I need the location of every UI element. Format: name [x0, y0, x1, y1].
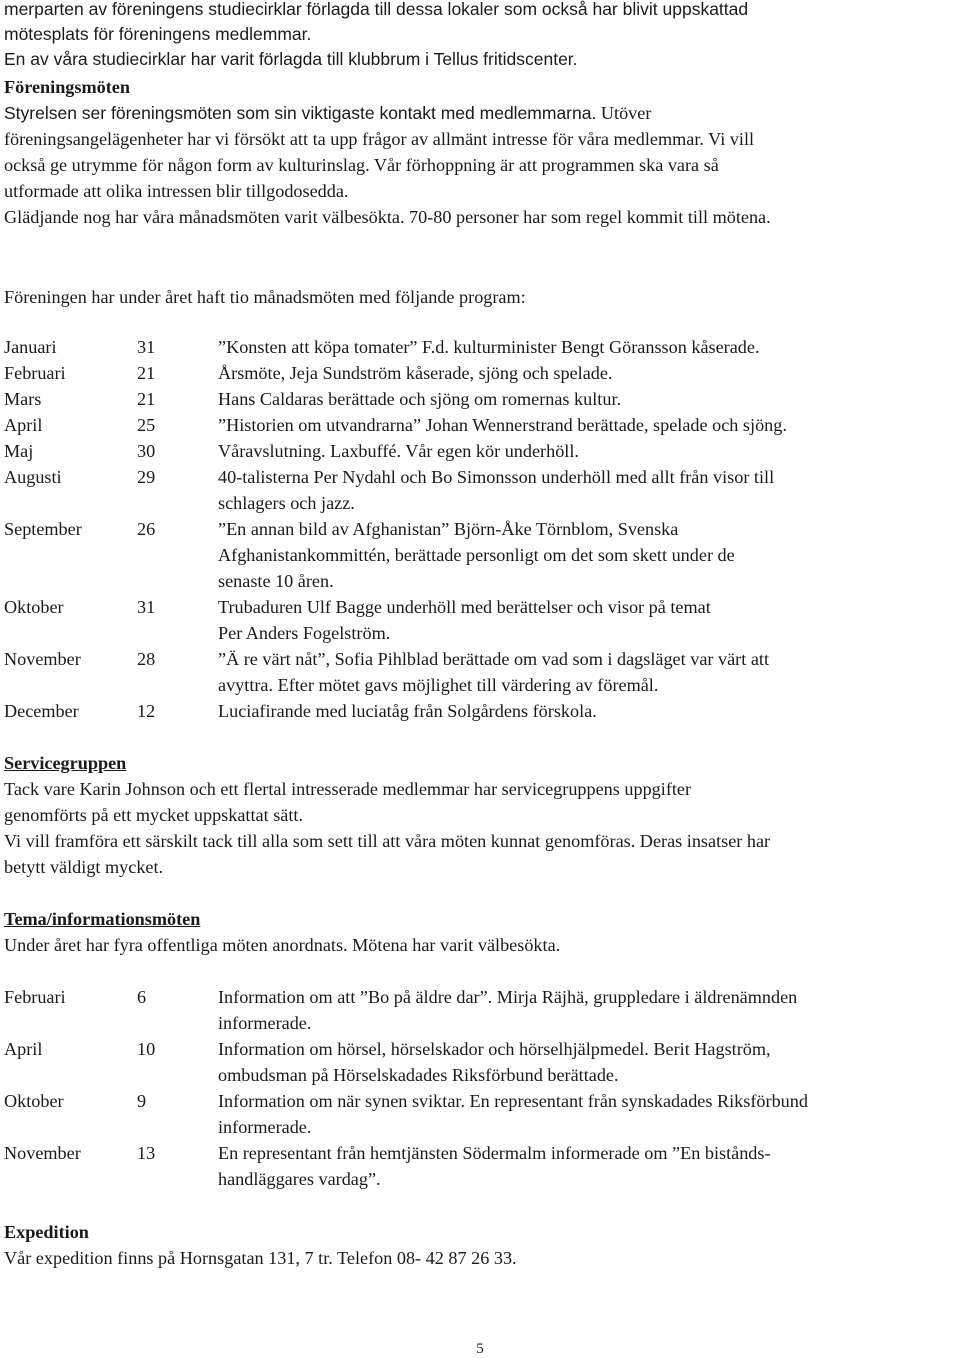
meeting-month: April: [4, 1039, 43, 1059]
foreningsmoten-section: [4, 74, 956, 230]
program-row: [4, 594, 956, 646]
program-row: [4, 516, 956, 594]
program-text: Luciafirande med luciatåg från Solgårdens förskola.: [218, 701, 597, 721]
section-heading: Föreningsmöten: [4, 77, 130, 97]
paragraph-line: Under året har fyra offentliga möten anordnats. Mötena har varit välbesökta.: [4, 935, 561, 955]
meeting-text: En representant från hemtjänsten Södermalm informerade om ”En bistånds- handläggares vardag”.: [218, 1143, 771, 1189]
meeting-row: [4, 1088, 956, 1140]
program-text: Hans Caldaras berättade och sjöng om romernas kultur.: [218, 389, 622, 409]
meeting-day: 13: [137, 1143, 156, 1163]
program-text: ”En annan bild av Afghanistan” Björn-Åke Törnblom, Svenska Afghanistankommittén, berättade personligt om det som skett under de senaste 10 åren.: [218, 519, 735, 591]
program-text: ”Ä re värt nåt”, Sofia Pihlblad berättade om vad som i dagsläget var värt att avyttra. Efter mötet gavs möjlighet till värdering av föremål.: [218, 649, 769, 695]
section-heading: Servicegruppen: [4, 753, 127, 773]
paragraph-line: Vår expedition finns på Hornsgatan 131, 7 tr. Telefon 08- 42 87 26 33.: [4, 1248, 517, 1268]
meeting-text: Information om hörsel, hörselskador och hörselhjälpmedel. Berit Hagström, ombudsman på Hörselskadades Riksförbund berättade.: [218, 1039, 771, 1085]
expedition-section: [4, 1219, 956, 1271]
program-day: 21: [137, 363, 156, 383]
program-month: Januari: [4, 337, 57, 357]
sans-sentence: Styrelsen ser föreningsmöten som sin viktigaste kontakt med medlemmarna.: [4, 103, 597, 123]
meeting-text: Information om att ”Bo på äldre dar”. Mirja Räjhä, gruppledare i äldrenämnden informerade.: [218, 987, 798, 1033]
meeting-month: November: [4, 1143, 81, 1163]
section-heading: Tema/informationsmöten: [4, 909, 201, 929]
program-day: 28: [137, 649, 156, 669]
meeting-day: 6: [137, 987, 147, 1007]
program-day: 29: [137, 467, 156, 487]
paragraph-line: [4, 100, 956, 126]
paragraph-line: Tack vare Karin Johnson och ett flertal intresserade medlemmar har servicegruppens uppgifter: [4, 779, 692, 799]
program-month: April: [4, 415, 43, 435]
program-day: 21: [137, 389, 156, 409]
paragraph-line: genomförts på ett mycket uppskattat sätt.: [4, 805, 304, 825]
program-text: Årsmöte, Jeja Sundström kåserade, sjöng och spelade.: [218, 363, 613, 383]
program-text: Våravslutning. Laxbuffé. Vår egen kör underhöll.: [218, 441, 579, 461]
program-text: ”Historien om utvandrarna” Johan Wennerstrand berättade, spelade och sjöng.: [218, 415, 787, 435]
program-day: 26: [137, 519, 156, 539]
program-day: 31: [137, 597, 156, 617]
program-month: Augusti: [4, 467, 62, 487]
program-row: [4, 646, 956, 698]
intro-line: En av våra studiecirklar har varit förlagda till klubbrum i Tellus fritidscenter.: [4, 49, 578, 69]
paragraph-line: föreningsangelägenheter har vi försökt att ta upp frågor av allmänt intresse för våra medlemmar. Vi vill: [4, 129, 755, 149]
program-intro: Föreningen har under året haft tio månadsmöten med följande program:: [4, 287, 526, 307]
program-day: 25: [137, 415, 156, 435]
program-text: Trubaduren Ulf Bagge underhöll med berättelser och visor på temat Per Anders Fogelström.: [218, 597, 711, 643]
program-list: [4, 334, 956, 724]
program-row: [4, 412, 956, 438]
paragraph-line: betytt väldigt mycket.: [4, 857, 164, 877]
line-tail: Utöver: [600, 103, 652, 123]
program-day: 12: [137, 701, 156, 721]
servicegruppen-section: [4, 750, 956, 880]
program-month: Oktober: [4, 597, 64, 617]
program-month: Mars: [4, 389, 42, 409]
program-month: September: [4, 519, 82, 539]
meeting-row: [4, 1140, 956, 1192]
intro-paragraph: [4, 0, 956, 72]
program-day: 31: [137, 337, 156, 357]
meeting-row: [4, 1036, 956, 1088]
meeting-month: Februari: [4, 987, 66, 1007]
paragraph-line: också ge utrymme för någon form av kulturinslag. Vår förhoppning är att programmen ska vara så: [4, 155, 719, 175]
program-row: [4, 464, 956, 516]
meeting-text: Information om när synen sviktar. En representant från synskadades Riksförbund informerade.: [218, 1091, 808, 1137]
meeting-list: [4, 984, 956, 1192]
program-row: [4, 360, 956, 386]
meeting-row: [4, 984, 956, 1036]
tema-section: [4, 906, 956, 958]
paragraph-line: utformade att olika intressen blir tillgodosedda.: [4, 181, 349, 201]
program-row: [4, 334, 956, 360]
program-month: Februari: [4, 363, 66, 383]
program-month: November: [4, 649, 81, 669]
intro-line: mötesplats för föreningens medlemmar.: [4, 24, 312, 44]
program-row: [4, 698, 956, 724]
meeting-day: 9: [137, 1091, 147, 1111]
paragraph-line: Glädjande nog har våra månadsmöten varit välbesökta. 70-80 personer har som regel kommit till mötena.: [4, 207, 771, 227]
page-number: 5: [476, 1341, 484, 1357]
meeting-day: 10: [137, 1039, 156, 1059]
paragraph-line: Vi vill framföra ett särskilt tack till alla som sett till att våra möten kunnat genomföras. Deras insatser har: [4, 831, 771, 851]
program-month: Maj: [4, 441, 34, 461]
intro-line: merparten av föreningens studiecirklar förlagda till dessa lokaler som också har blivit uppskattad: [4, 0, 749, 19]
program-month: December: [4, 701, 79, 721]
program-row: [4, 438, 956, 464]
program-row: [4, 386, 956, 412]
meeting-month: Oktober: [4, 1091, 64, 1111]
program-text: 40-talisterna Per Nydahl och Bo Simonsson underhöll med allt från visor till schlagers och jazz.: [218, 467, 775, 513]
program-day: 30: [137, 441, 156, 461]
program-text: ”Konsten att köpa tomater” F.d. kulturminister Bengt Göransson kåserade.: [218, 337, 760, 357]
section-heading: Expedition: [4, 1222, 89, 1242]
